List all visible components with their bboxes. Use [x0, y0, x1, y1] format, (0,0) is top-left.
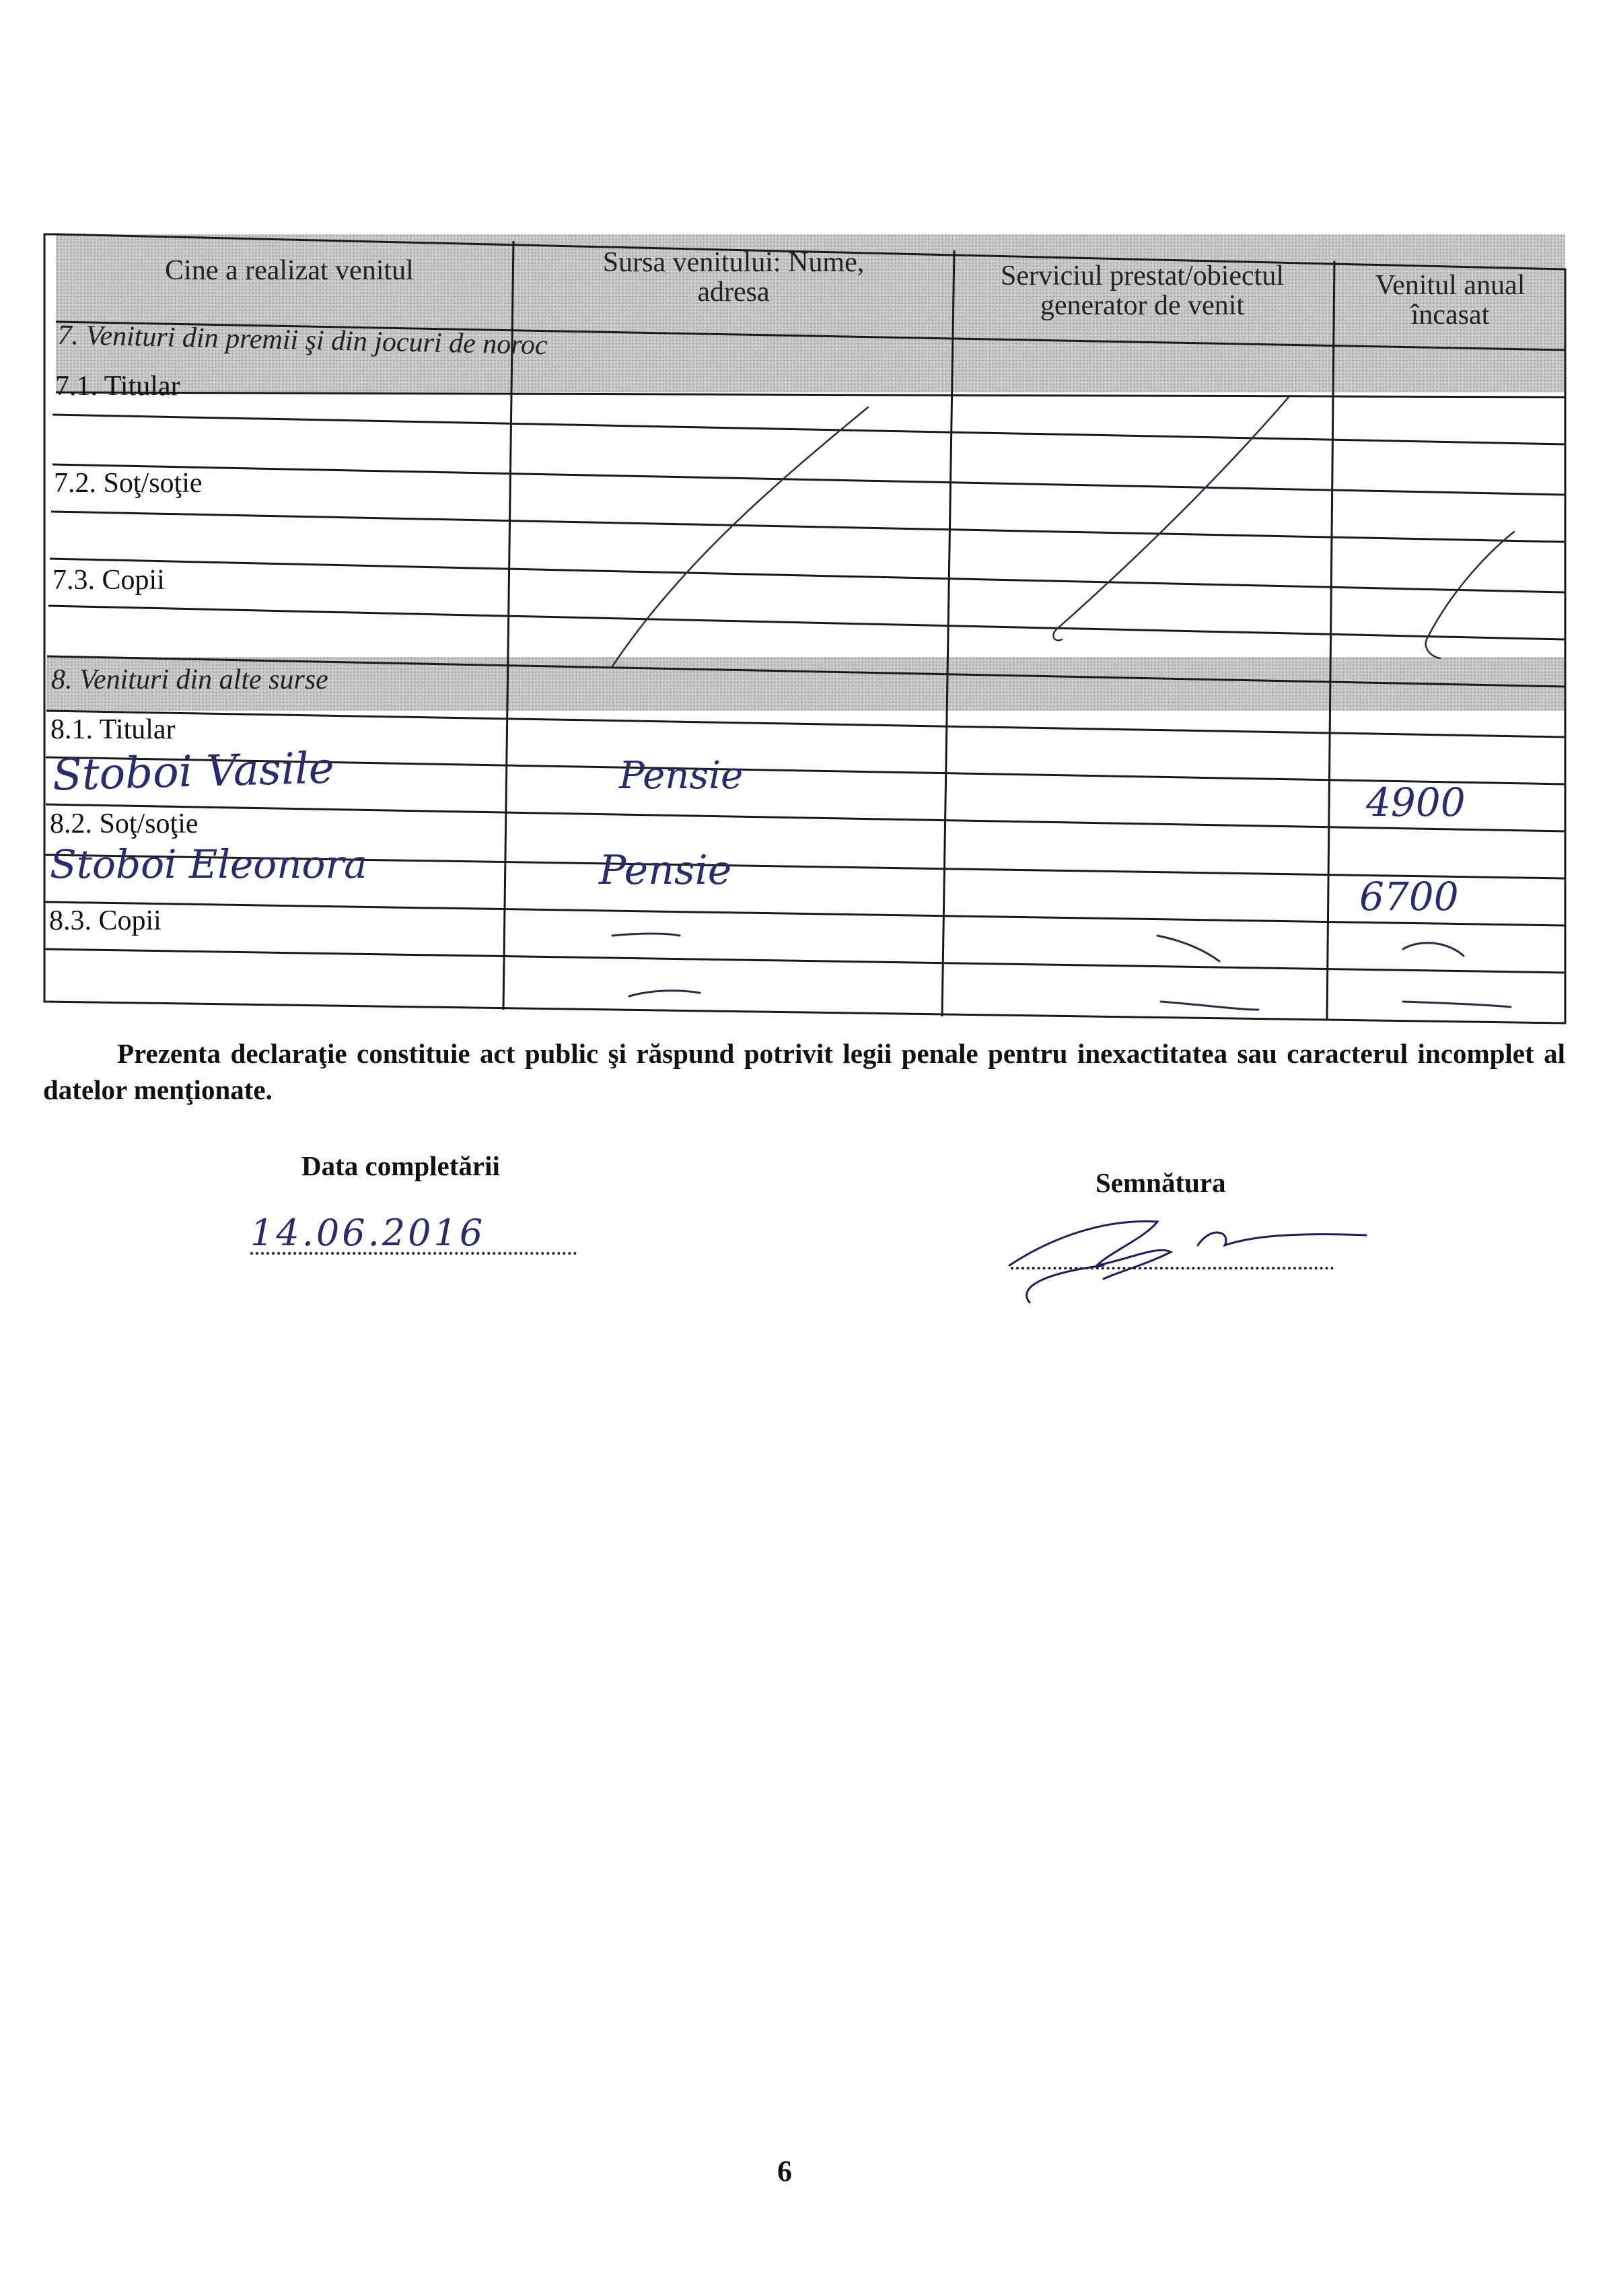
header-who: Cine a realizat venitul: [165, 255, 414, 286]
row-8-2-spouse: 8.2. Soţ/soţie: [50, 808, 199, 839]
date-dotted-line: [250, 1252, 577, 1255]
signature-dotted-line: [1011, 1267, 1334, 1269]
section-8-title: 8. Venituri din alte surse: [51, 664, 328, 695]
entry-2-name: Stoboi Eleonora: [50, 841, 367, 887]
entry-1-name: Stoboi Vasile: [52, 743, 335, 801]
header-service: Serviciul prestat/obiectul generator de venit: [1000, 260, 1285, 321]
entry-2-source: Pensie: [599, 847, 732, 894]
entry-1-source: Pensie: [619, 754, 744, 798]
row-8-1-titular: 8.1. Titular: [50, 714, 176, 745]
declaration-text: Prezenta declaraţie constituie act public şi răspund potrivit legii penale pentru inexactitatea sau caracterul incomplet al datelor menţionate.: [43, 1038, 1565, 1105]
col-sep-2: [942, 250, 954, 1016]
header-income: Venitul anual încasat: [1375, 270, 1526, 331]
entry-2-income: 6700: [1359, 874, 1459, 919]
col-sep-3: [1327, 261, 1334, 1020]
row-7-3-children: 7.3. Copii: [52, 565, 165, 596]
signature-label: Semnătura: [1096, 1167, 1226, 1198]
section8-dash-marks: [612, 934, 1511, 1010]
section-7-title: 7. Venituri din premii şi din jocuri de noroc: [57, 319, 548, 361]
date-value: 14.06.2016: [250, 1212, 486, 1254]
entry-1-income: 4900: [1366, 779, 1466, 825]
signature-drawing: [1009, 1221, 1366, 1302]
row-7-2-spouse: 7.2. Soţ/soţie: [54, 468, 203, 499]
header-source: Sursa venitului: Nume, adresa: [602, 247, 865, 308]
date-label: Data completării: [301, 1150, 500, 1181]
row-7-1-titular: 7.1. Titular: [55, 371, 180, 402]
row-8-3-children: 8.3. Copii: [49, 905, 162, 936]
page-number: 6: [777, 2155, 792, 2188]
section7-bottom-line: [56, 392, 1565, 397]
